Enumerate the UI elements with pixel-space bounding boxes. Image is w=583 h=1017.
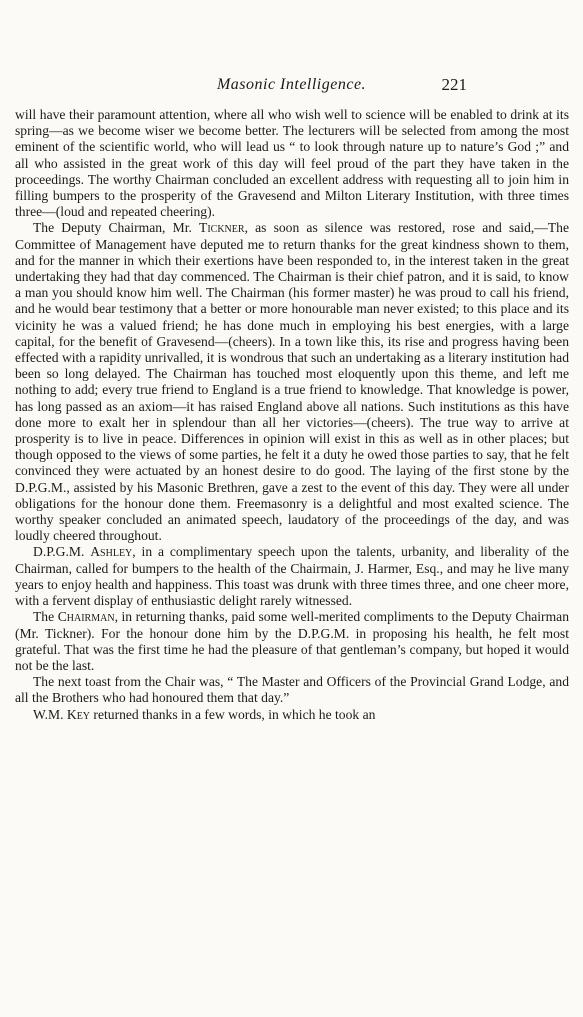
paragraph-text: , as soon as silence was restored, rose and said,—The Committee of Management have deputed me to return thanks for the great kindness shown to them, and for the manner in which their exertions have been responded to, in the interest taken in the great undertaking they had that day commenced. The Chairman is their chief patron, and it is said, to know a man you should know him well. The Chairman (his former master) he was proud to call his friend, and he would bear testimony that a better or more honourable man never existed; to this place and its vicinity he was a valued friend; he has done much in employing his best energies, with a large capital, for the benefit of Gravesend—(cheers). In a town like this, its rise and progress having been effected with a rapidity unrivalled, it is wondrous that such an undertaking as a literary institution had been so long delayed. The Chairman has touched most eloquently upon this theme, and left me nothing to add; every true friend to England is a true friend to knowledge. That knowledge is power, has long passed as an axiom—it has raised England above all nations. Such institutions as this have done more to exalt her in splendour than all her victories—(cheers). The true way to arrive at prosperity is to live in peace. Differences in opinion will exist in this as well as in other places; but though opposed to the views of some parties, he felt it a duty he owed those parties to say, that he felt convinced they were actuated by an honest desire to do good. The laying of the first stone by the D.P.G.M., assisted by his Masonic Brethren, gave a zest to the event of this day. They were all under obligations for the honour done them. Freemasonry is a delightful and most exalted science. The worthy speaker concluded an animated speech, laudatory of the proceedings of the day, and was loudly cheered throughout. <box>15 220 569 544</box>
paragraph-lead: W.M. <box>33 706 67 722</box>
paragraph-lead: The Deputy Chairman, Mr. <box>33 220 200 236</box>
paragraph-6 <box>15 707 569 723</box>
paragraph-4 <box>15 609 569 674</box>
speaker-name: Tickner <box>199 220 245 236</box>
paragraph-text: The next toast from the Chair was, “ The Master and Officers of the Provincial Grand Lodge, and all the Brothers who had honoured them that day.” <box>15 674 569 706</box>
paragraph-text: returned thanks in a few words, in which he took an <box>90 706 376 722</box>
paragraph-text: will have their paramount attention, where all who wish well to science will be enabled to drink at its spring—as we become wiser we become better. The lecturers will be selected from among the most eminent of the scientific world, who will lead us “ to look through nature up to nature’s God ;” and all who assisted in the great work of this day will feel proud of the part they have taken in the proceedings. The worthy Chairman concluded an excellent address with requesting all to join him in filling bumpers to the prosperity of the Gravesend and Milton Literary Institution, with three times three—(loud and repeated cheering). <box>15 107 569 220</box>
page-number: 221 <box>441 75 467 94</box>
paragraph-1 <box>15 107 569 220</box>
page-header <box>0 76 583 98</box>
paragraph-text: , in returning thanks, paid some well-merited compliments to the Deputy Chairman (Mr. Tickner). For the honour done him by the D.P.G.M. in proposing his health, he felt most grateful. That was the first time he had the pleasure of that gentleman’s company, but hoped it would not be the last. <box>15 609 569 673</box>
paragraph-text: , in a complimentary speech upon the talents, urbanity, and liberality of the Chairman, called for bumpers to the health of the Chairmain, J. Harmer, Esq., and may he live many years to enjoy health and happiness. This toast was drunk with three times three, and one cheer more, with a fervent display of enthusiastic delight rarely witnessed. <box>15 544 569 609</box>
paragraph-3 <box>15 544 569 609</box>
paragraph-5 <box>15 674 569 706</box>
speaker-name: Ashley <box>90 544 133 560</box>
speaker-name: Key <box>66 706 91 722</box>
running-title: Masonic Intelligence. <box>216 76 367 93</box>
speaker-name: Chairman <box>57 609 115 625</box>
paragraph-lead: The <box>33 609 58 625</box>
body-text <box>15 107 569 723</box>
paragraph-2 <box>15 220 569 544</box>
paragraph-lead: D.P.G.M. <box>33 544 91 560</box>
